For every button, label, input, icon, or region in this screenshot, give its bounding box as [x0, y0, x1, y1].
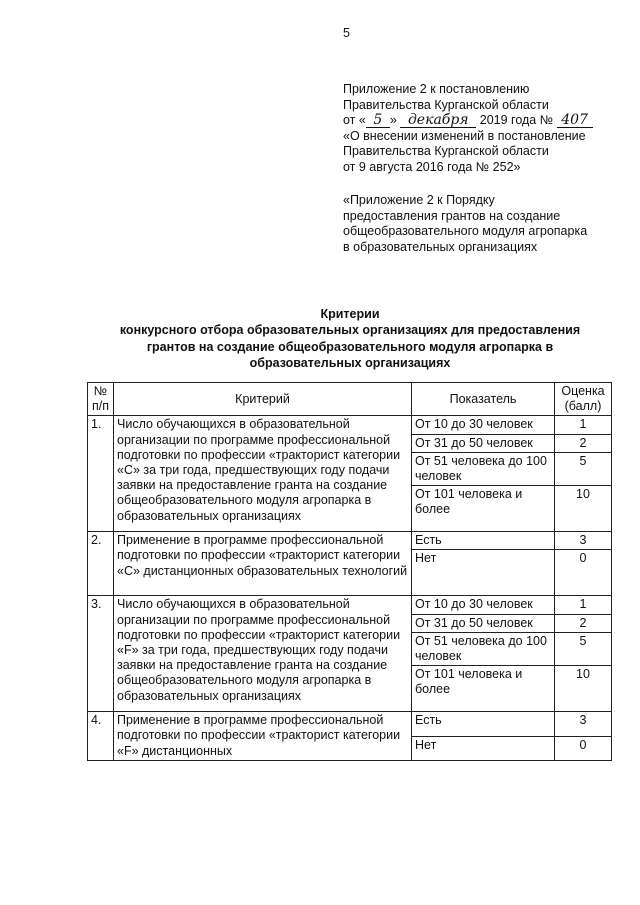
row-score: 3: [555, 532, 612, 550]
header-criterion: Критерий: [114, 383, 412, 416]
row-num: 3.: [88, 596, 114, 712]
row-score: 3: [555, 712, 612, 736]
row-indicator: Нет: [412, 736, 555, 760]
appendix-line-1: «Приложение 2 к Порядку: [343, 193, 495, 207]
handwritten-day: 5: [366, 114, 390, 128]
row-score: 2: [555, 614, 612, 632]
row-score: 0: [555, 550, 612, 596]
row-criterion: Число обучающихся в образовательной организации по программе профессиональной подготовки по профессии «тракторист категории «F» за три года, предшествующих году подачи заявки на предоставление гранта на создание общеобразовательного модуля агропарка в образовательных организациях: [114, 596, 412, 712]
row-score: 0: [555, 736, 612, 760]
date-year: 2019 года №: [479, 113, 554, 128]
header-date-line: [343, 113, 593, 129]
row-score: 10: [555, 666, 612, 712]
row-indicator: От 101 человека и более: [412, 666, 555, 712]
header-line-6: от 9 августа 2016 года № 252»: [343, 159, 521, 174]
row-indicator: От 10 до 30 человек: [412, 416, 555, 434]
title-line-1: Критерии: [320, 307, 380, 321]
header-indicator: Показатель: [412, 383, 555, 416]
row-score: 5: [555, 632, 612, 665]
criteria-table: [87, 382, 612, 761]
table-row: [88, 416, 612, 434]
page-number: 5: [343, 26, 350, 40]
header-num: № п/п: [88, 383, 114, 416]
document-title: [90, 306, 610, 371]
header-line-2: Правительства Курганской области: [343, 97, 549, 112]
appendix-line-3: общеобразовательного модуля агропарка: [343, 224, 588, 239]
row-num: 2.: [88, 532, 114, 596]
row-score: 10: [555, 486, 612, 532]
row-indicator: От 101 человека и более: [412, 486, 555, 532]
date-prefix: от «: [343, 113, 366, 128]
row-num: 4.: [88, 712, 114, 761]
row-score: 5: [555, 452, 612, 485]
row-indicator: Есть: [412, 712, 555, 736]
row-indicator: От 10 до 30 человек: [412, 596, 555, 614]
row-score: 1: [555, 596, 612, 614]
row-score: 2: [555, 434, 612, 452]
appendix-line-2: предоставления грантов на создание: [343, 208, 561, 223]
table-row: [88, 596, 612, 614]
header-line-1: Приложение 2 к постановлению: [343, 82, 530, 96]
table-header-row: [88, 383, 612, 416]
table-row: [88, 532, 612, 550]
appendix-line-4: в образовательных организациях: [343, 239, 538, 254]
row-indicator: Есть: [412, 532, 555, 550]
handwritten-decree-number: 407: [557, 114, 593, 128]
row-num: 1.: [88, 416, 114, 532]
row-criterion: Применение в программе профессиональной подготовки по профессии «тракторист категории «С» дистанционных образовательных технологий: [114, 532, 412, 596]
header-line-4: «О внесении изменений в постановление: [343, 128, 586, 143]
decree-header: [343, 82, 593, 176]
row-indicator: От 51 человека до 100 человек: [412, 632, 555, 665]
row-criterion: Применение в программе профессиональной подготовки по профессии «тракторист категории «F» дистанционных: [114, 712, 412, 761]
title-line-3: грантов на создание общеобразовательного модуля агропарка в: [146, 339, 554, 354]
row-score: 1: [555, 416, 612, 434]
appendix-reference: [343, 193, 587, 255]
row-indicator: От 31 до 50 человек: [412, 614, 555, 632]
table-row: [88, 712, 612, 736]
row-indicator: От 31 до 50 человек: [412, 434, 555, 452]
date-mid: »: [389, 113, 397, 128]
handwritten-month: декабря: [400, 114, 476, 128]
title-line-4: образовательных организациях: [249, 355, 451, 370]
row-criterion: Число обучающихся в образовательной организации по программе профессиональной подготовки по профессии «тракторист категории «С» за три года, предшествующих году подачи заявки на предоставление гранта на создание общеобразовательного модуля агропарка в образовательных организациях: [114, 416, 412, 532]
row-indicator: Нет: [412, 550, 555, 596]
header-score: Оценка (балл): [555, 383, 612, 416]
header-line-5: Правительства Курганской области: [343, 144, 549, 159]
title-line-2: конкурсного отбора образовательных организациях для предоставления: [119, 323, 581, 338]
row-indicator: От 51 человека до 100 человек: [412, 452, 555, 485]
